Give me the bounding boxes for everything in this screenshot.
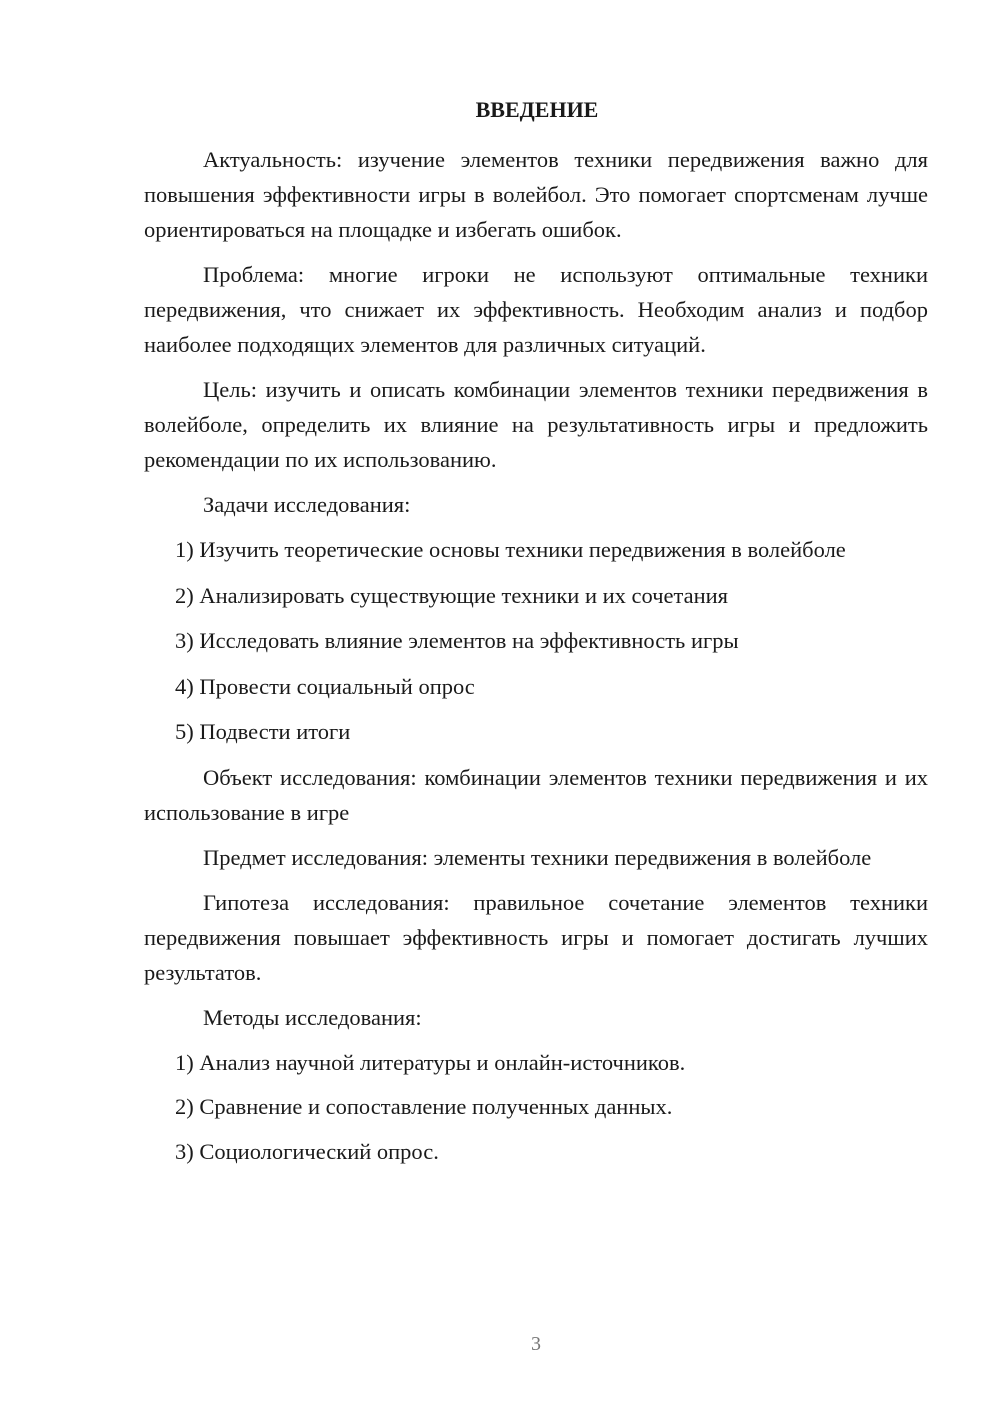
- method-item: 3) Социологический опрос.: [175, 1138, 439, 1164]
- object-paragraph: Объект исследования: комбинации элементов техники передвижения и их использование в игре: [144, 764, 928, 825]
- hypothesis-paragraph: Гипотеза исследования: правильное сочетание элементов техники передвижения повышает эффективность игры и помогает достигать лучших результатов.: [144, 889, 928, 985]
- page-number: 3: [531, 1333, 541, 1355]
- relevance-paragraph: Актуальность: изучение элементов техники передвижения важно для повышения эффективности игры в волейбол. Это помогает спортсменам лучше ориентироваться на площадке и избегать ошибок.: [144, 147, 928, 242]
- section-title: ВВЕДЕНИЕ: [475, 97, 599, 122]
- task-item: 2) Анализировать существующие техники и их сочетания: [175, 582, 729, 608]
- methods-list: [144, 1045, 928, 1169]
- subject-paragraph: Предмет исследования: элементы техники передвижения в волейболе: [203, 844, 872, 870]
- tasks-list: [144, 532, 928, 749]
- method-item: 1) Анализ научной литературы и онлайн-источников.: [175, 1049, 686, 1075]
- document-page: [144, 94, 928, 1178]
- goal-paragraph: Цель: изучить и описать комбинации элементов техники передвижения в волейболе, определить их влияние на результативность игры и предложить рекомендации по их использованию.: [144, 377, 928, 472]
- problem-paragraph: Проблема: многие игроки не используют оптимальные техники передвижения, что снижает их эффективность. Необходим анализ и подбор наиболее подходящих элементов для различных ситуаций.: [144, 262, 928, 357]
- task-item: 1) Изучить теоретические основы техники передвижения в волейболе: [175, 537, 846, 562]
- method-item: 2) Сравнение и сопоставление полученных данных.: [175, 1094, 673, 1119]
- tasks-heading: Задачи исследования:: [203, 492, 411, 517]
- task-item: 4) Провести социальный опрос: [175, 673, 475, 699]
- task-item: 5) Подвести итоги: [175, 719, 351, 744]
- methods-heading: Методы исследования:: [203, 1004, 422, 1030]
- task-item: 3) Исследовать влияние элементов на эффективность игры: [175, 628, 739, 653]
